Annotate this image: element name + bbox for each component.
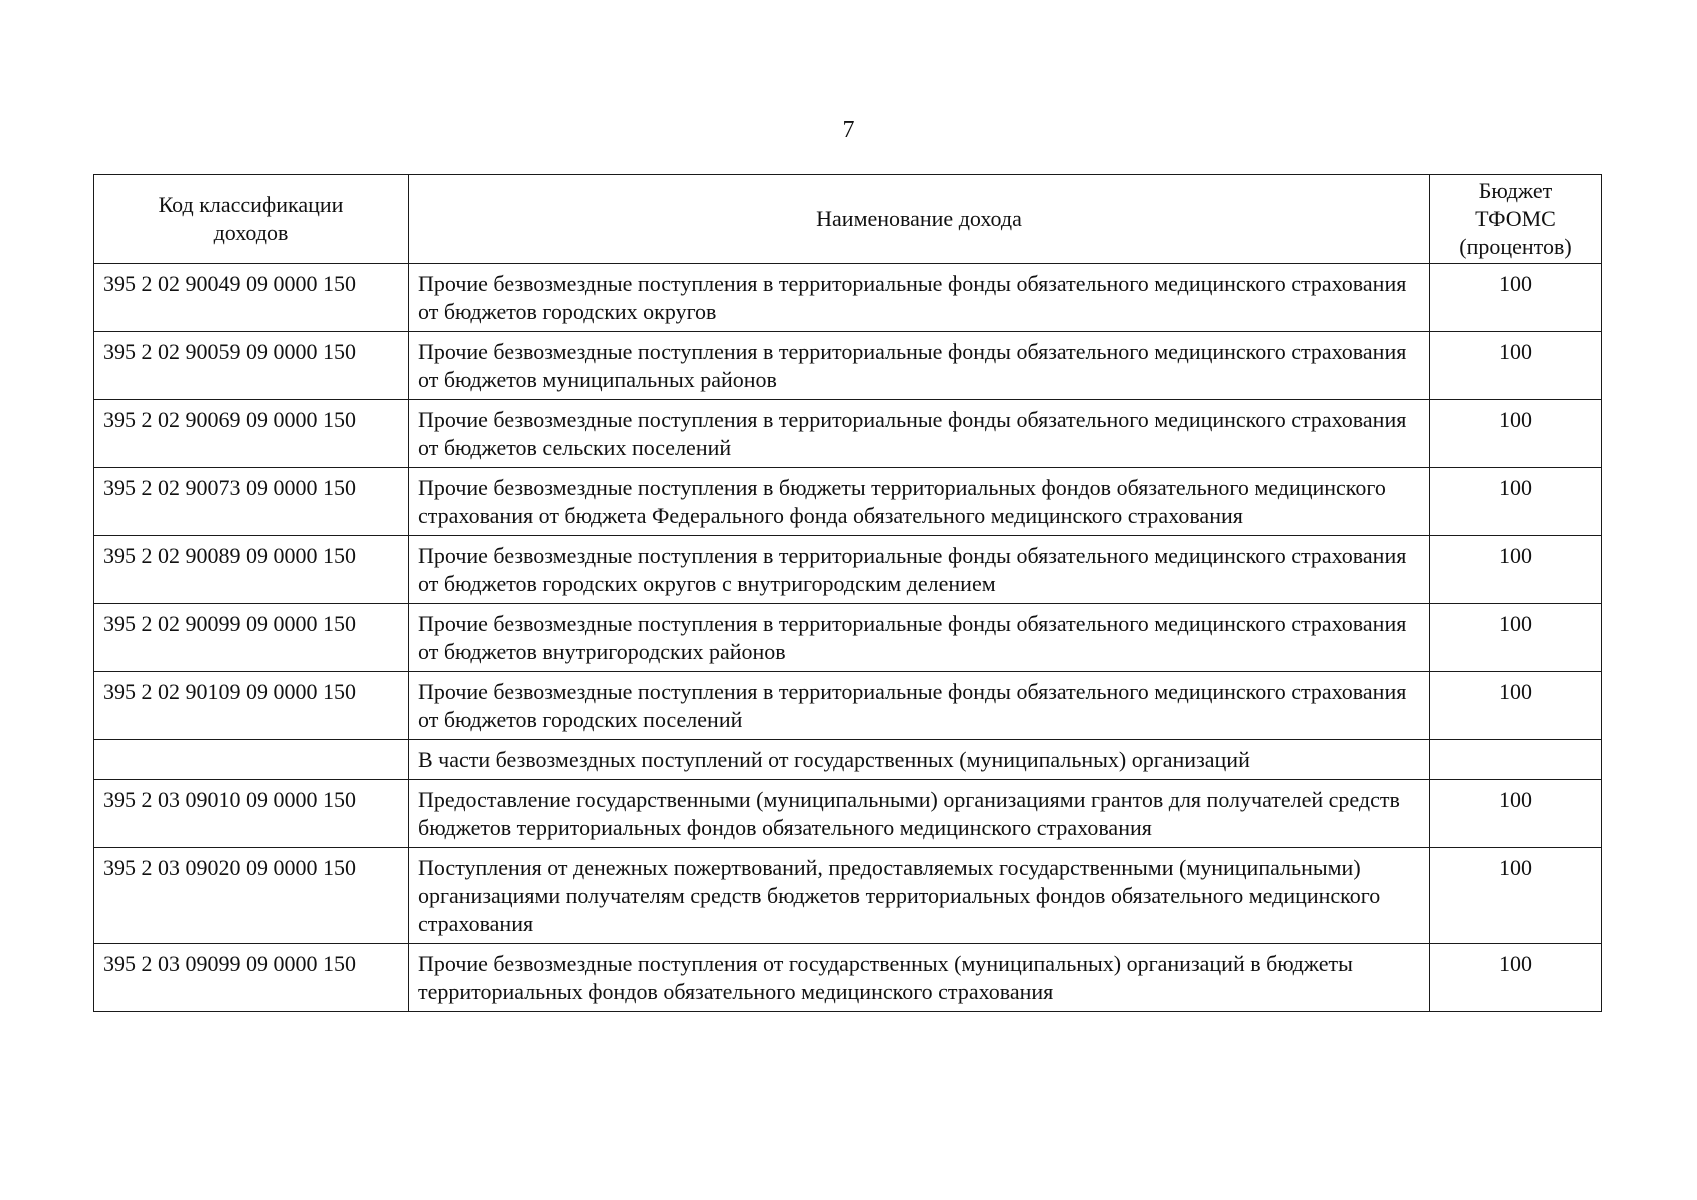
budget-percent: 100 [1430,672,1602,740]
header-budget: Бюджет ТФОМС (процентов) [1430,175,1602,264]
table-row [94,848,1602,944]
budget-percent: 100 [1430,332,1602,400]
section-heading: В части безвозмездных поступлений от государственных (муниципальных) организаций [409,740,1430,780]
income-name: Поступления от денежных пожертвований, предоставляемых государственными (муниципальными) организациями получателям средств бюджетов территориальных фондов обязательного медицинского страхования [409,848,1430,944]
income-code: 395 2 02 90099 09 0000 150 [94,604,409,672]
budget-percent: 100 [1430,264,1602,332]
income-code: 395 2 02 90069 09 0000 150 [94,400,409,468]
budget-percent: 100 [1430,536,1602,604]
income-code: 395 2 03 09099 09 0000 150 [94,944,409,1012]
income-name: Прочие безвозмездные поступления в территориальные фонды обязательного медицинского страхования от бюджетов городских округов с внутригородским делением [409,536,1430,604]
income-code: 395 2 02 90073 09 0000 150 [94,468,409,536]
income-code: 395 2 03 09010 09 0000 150 [94,780,409,848]
section-row [94,740,1602,780]
table-row [94,400,1602,468]
table-row [94,468,1602,536]
income-code: 395 2 02 90089 09 0000 150 [94,536,409,604]
table-row [94,536,1602,604]
income-name: Прочие безвозмездные поступления в территориальные фонды обязательного медицинского страхования от бюджетов городских округов [409,264,1430,332]
income-code: 395 2 03 09020 09 0000 150 [94,848,409,944]
income-name: Предоставление государственными (муниципальными) организациями грантов для получателей средств бюджетов территориальных фондов обязательного медицинского страхования [409,780,1430,848]
table-header-row [94,175,1602,264]
table-row [94,604,1602,672]
table-row [94,332,1602,400]
budget-percent: 100 [1430,944,1602,1012]
income-name: Прочие безвозмездные поступления в территориальные фонды обязательного медицинского страхования от бюджетов муниципальных районов [409,332,1430,400]
budget-percent: 100 [1430,780,1602,848]
table-row [94,944,1602,1012]
income-code: 395 2 02 90109 09 0000 150 [94,672,409,740]
section-code-empty [94,740,409,780]
budget-percent: 100 [1430,468,1602,536]
header-name: Наименование дохода [409,175,1430,264]
income-code: 395 2 02 90059 09 0000 150 [94,332,409,400]
income-name: Прочие безвозмездные поступления в территориальные фонды обязательного медицинского страхования от бюджетов внутригородских районов [409,604,1430,672]
income-name: Прочие безвозмездные поступления в бюджеты территориальных фондов обязательного медицинского страхования от бюджета Федерального фонда обязательного медицинского страхования [409,468,1430,536]
income-code: 395 2 02 90049 09 0000 150 [94,264,409,332]
header-code: Код классификации доходов [94,175,409,264]
income-classification-table [93,174,1602,1012]
section-value-empty [1430,740,1602,780]
income-name: Прочие безвозмездные поступления в территориальные фонды обязательного медицинского страхования от бюджетов городских поселений [409,672,1430,740]
table-row [94,672,1602,740]
table-row [94,780,1602,848]
page-number: 7 [842,117,855,143]
budget-percent: 100 [1430,848,1602,944]
income-name: Прочие безвозмездные поступления в территориальные фонды обязательного медицинского страхования от бюджетов сельских поселений [409,400,1430,468]
budget-percent: 100 [1430,400,1602,468]
income-name: Прочие безвозмездные поступления от государственных (муниципальных) организаций в бюджеты территориальных фондов обязательного медицинского страхования [409,944,1430,1012]
budget-percent: 100 [1430,604,1602,672]
table-row [94,264,1602,332]
